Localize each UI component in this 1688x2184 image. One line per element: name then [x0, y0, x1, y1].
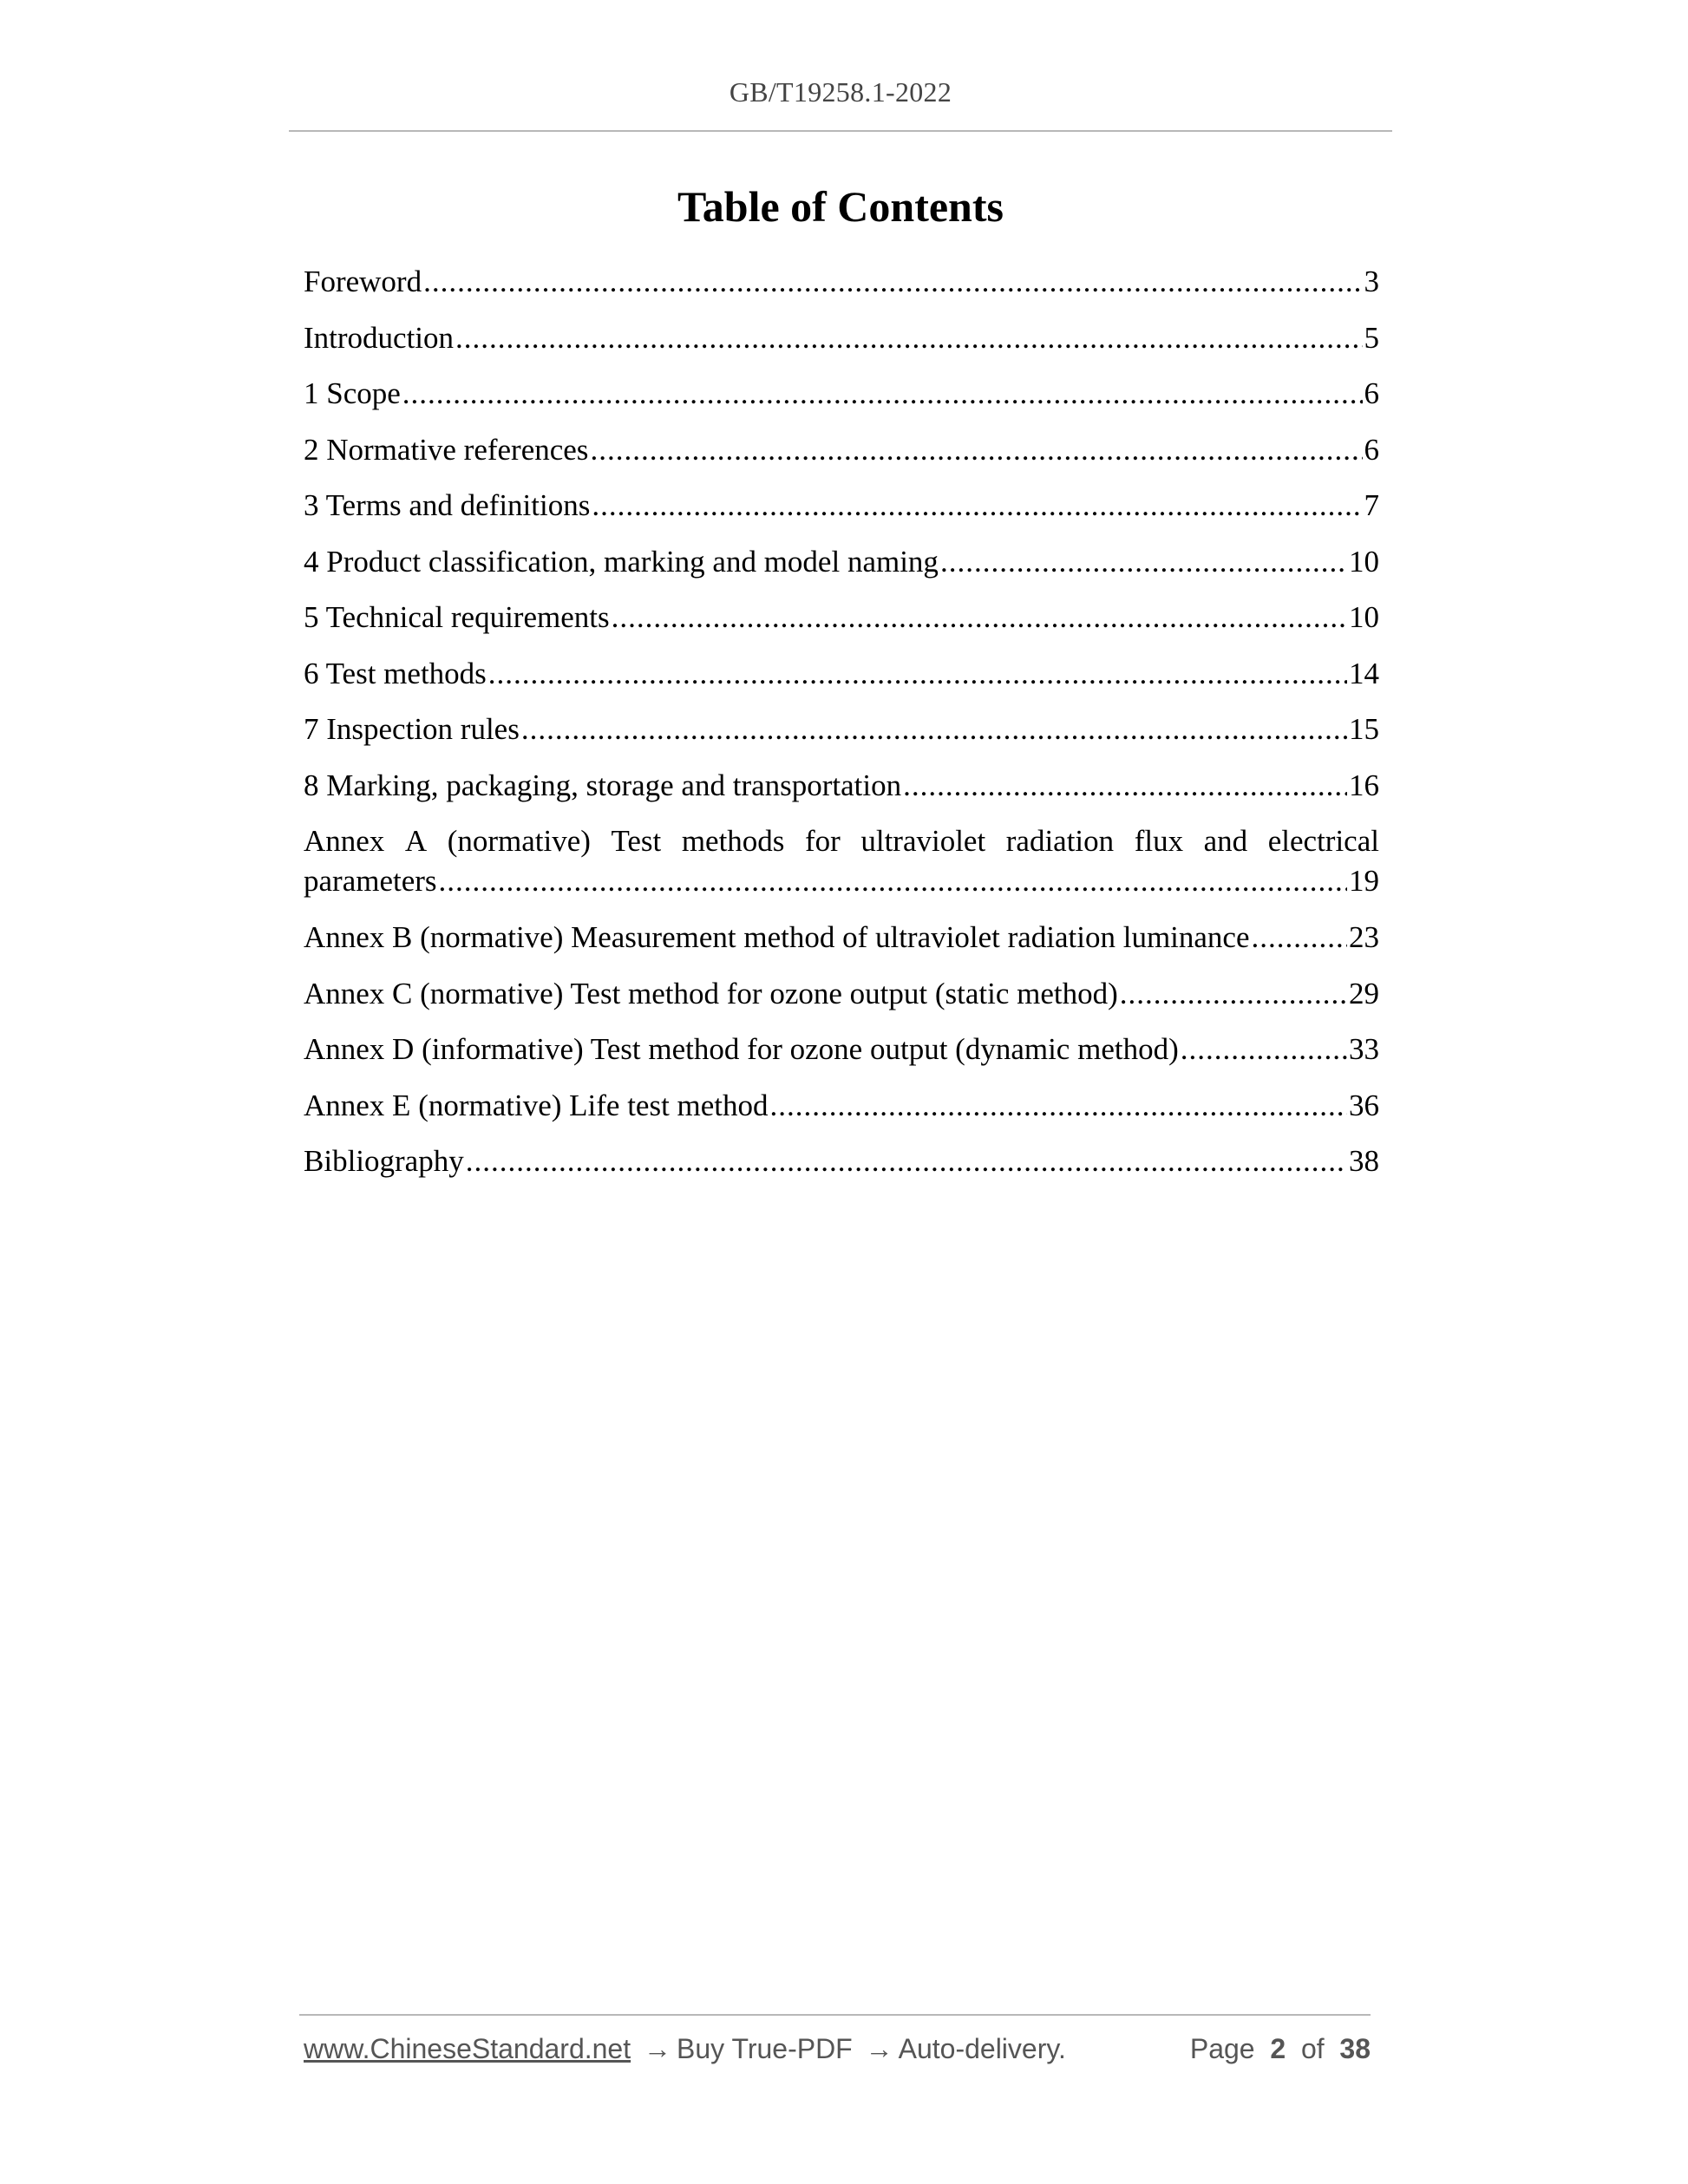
toc-entry-page: 5 [1364, 320, 1379, 355]
toc-entry-page: 29 [1349, 976, 1379, 1010]
document-code-header: GB/T19258.1-2022 [729, 76, 952, 108]
toc-entry-label: Introduction [304, 320, 455, 355]
toc-entry-label: Annex B (normative) Measurement method of ultraviolet radiation luminance [304, 920, 1250, 954]
footer-left [304, 2033, 1066, 2065]
toc-entry-label: 4 Product classification, marking and model naming [304, 544, 939, 579]
toc-entry-terms-and-definitions[interactable] [304, 486, 1379, 542]
toc-entry-label: Annex C (normative) Test method for ozone output (static method) [304, 976, 1118, 1010]
page-current: 2 [1270, 2033, 1286, 2064]
toc-entry-inspection-rules[interactable] [304, 709, 1379, 766]
toc-entry-label: 1 Scope [304, 376, 401, 410]
toc-entry-label: parameters [304, 864, 437, 898]
website-link[interactable]: www.ChineseStandard.net [304, 2033, 631, 2064]
toc-leader-dots [1252, 918, 1347, 958]
toc-title: Table of Contents [677, 182, 1004, 231]
toc-leader-dots [592, 486, 1362, 526]
toc-entry-scope[interactable] [304, 374, 1379, 430]
toc-entry-normative-references[interactable] [304, 430, 1379, 487]
toc-entry-product-classification[interactable] [304, 542, 1379, 598]
toc-leader-dots [612, 598, 1347, 638]
toc-entry-label: 5 Technical requirements [304, 600, 610, 634]
toc-entry-page: 33 [1349, 1032, 1379, 1066]
toc-entry-annex-a[interactable] [304, 821, 1379, 918]
auto-delivery-text: Auto-delivery. [898, 2033, 1066, 2064]
toc-entry-annex-e[interactable] [304, 1086, 1379, 1142]
toc-word: and [1203, 824, 1248, 858]
table-of-contents [304, 262, 1379, 1198]
toc-entry-page: 19 [1349, 864, 1379, 898]
toc-word: electrical [1267, 824, 1379, 858]
toc-word: Test [611, 824, 662, 858]
toc-entry-page: 14 [1349, 656, 1379, 690]
toc-leader-dots [521, 709, 1347, 749]
toc-leader-dots [770, 1086, 1347, 1126]
toc-entry-marking-packaging[interactable] [304, 766, 1379, 822]
toc-entry-label: Annex D (informative) Test method for ozone output (dynamic method) [304, 1032, 1179, 1066]
toc-word: A [404, 824, 428, 858]
buy-true-pdf-text: Buy True-PDF [677, 2033, 853, 2064]
toc-entry-page: 3 [1364, 265, 1379, 298]
page-number [1190, 2033, 1371, 2065]
toc-word: methods [681, 824, 785, 858]
toc-leader-dots [488, 654, 1347, 694]
toc-leader-dots [423, 262, 1362, 302]
toc-entry-test-methods[interactable] [304, 654, 1379, 710]
toc-entry-page: 6 [1364, 432, 1379, 467]
footer-divider [299, 2014, 1371, 2016]
toc-entry-label-line1 [304, 821, 1379, 861]
toc-entry-page: 10 [1349, 600, 1379, 634]
toc-entry-page: 10 [1349, 544, 1379, 579]
page-total: 38 [1339, 2033, 1371, 2064]
page-label: Page [1189, 2033, 1255, 2064]
toc-entry-label: Bibliography [304, 1144, 464, 1178]
toc-entry-foreword[interactable] [304, 262, 1379, 318]
toc-entry-annex-d[interactable] [304, 1030, 1379, 1086]
toc-entry-label: 6 Test methods [304, 656, 487, 690]
toc-entry-page: 36 [1349, 1088, 1379, 1122]
toc-word: ultraviolet [860, 824, 986, 858]
toc-entry-label: 2 Normative references [304, 432, 589, 467]
toc-entry-page: 7 [1364, 488, 1379, 522]
header-divider [289, 130, 1392, 132]
toc-entry-label-line2 [304, 861, 1379, 901]
toc-leader-dots [1181, 1030, 1347, 1069]
toc-leader-dots [466, 1141, 1347, 1181]
toc-entry-technical-requirements[interactable] [304, 598, 1379, 654]
toc-word: (normative) [447, 824, 591, 858]
toc-leader-dots [455, 318, 1362, 358]
toc-word: radiation [1005, 824, 1115, 858]
toc-word: for [804, 824, 841, 858]
toc-entry-label: 3 Terms and definitions [304, 488, 591, 522]
arrow-right-icon: → [644, 2033, 671, 2064]
toc-entry-label: Foreword [304, 265, 422, 298]
toc-entry-label: 7 Inspection rules [304, 712, 520, 746]
toc-word: Annex [304, 824, 385, 858]
toc-leader-dots [402, 374, 1363, 414]
toc-entry-annex-c[interactable] [304, 974, 1379, 1030]
page-of-label: of [1300, 2033, 1325, 2064]
toc-entry-annex-b[interactable] [304, 918, 1379, 974]
toc-entry-introduction[interactable] [304, 318, 1379, 375]
toc-entry-page: 15 [1349, 712, 1379, 746]
toc-leader-dots [439, 861, 1347, 901]
toc-leader-dots [940, 542, 1347, 582]
page-footer [304, 2033, 1371, 2065]
toc-entry-page: 23 [1349, 920, 1379, 954]
toc-leader-dots [903, 766, 1347, 806]
toc-entry-page: 6 [1364, 376, 1379, 410]
toc-entry-page: 16 [1349, 768, 1379, 802]
toc-entry-label: Annex E (normative) Life test method [304, 1088, 769, 1122]
toc-word: flux [1134, 824, 1184, 858]
toc-entry-bibliography[interactable] [304, 1141, 1379, 1198]
toc-entry-page: 38 [1349, 1144, 1379, 1178]
arrow-right-icon: → [865, 2033, 893, 2064]
toc-entry-label: 8 Marking, packaging, storage and transportation [304, 768, 902, 802]
toc-leader-dots [590, 430, 1362, 470]
toc-leader-dots [1120, 974, 1347, 1014]
